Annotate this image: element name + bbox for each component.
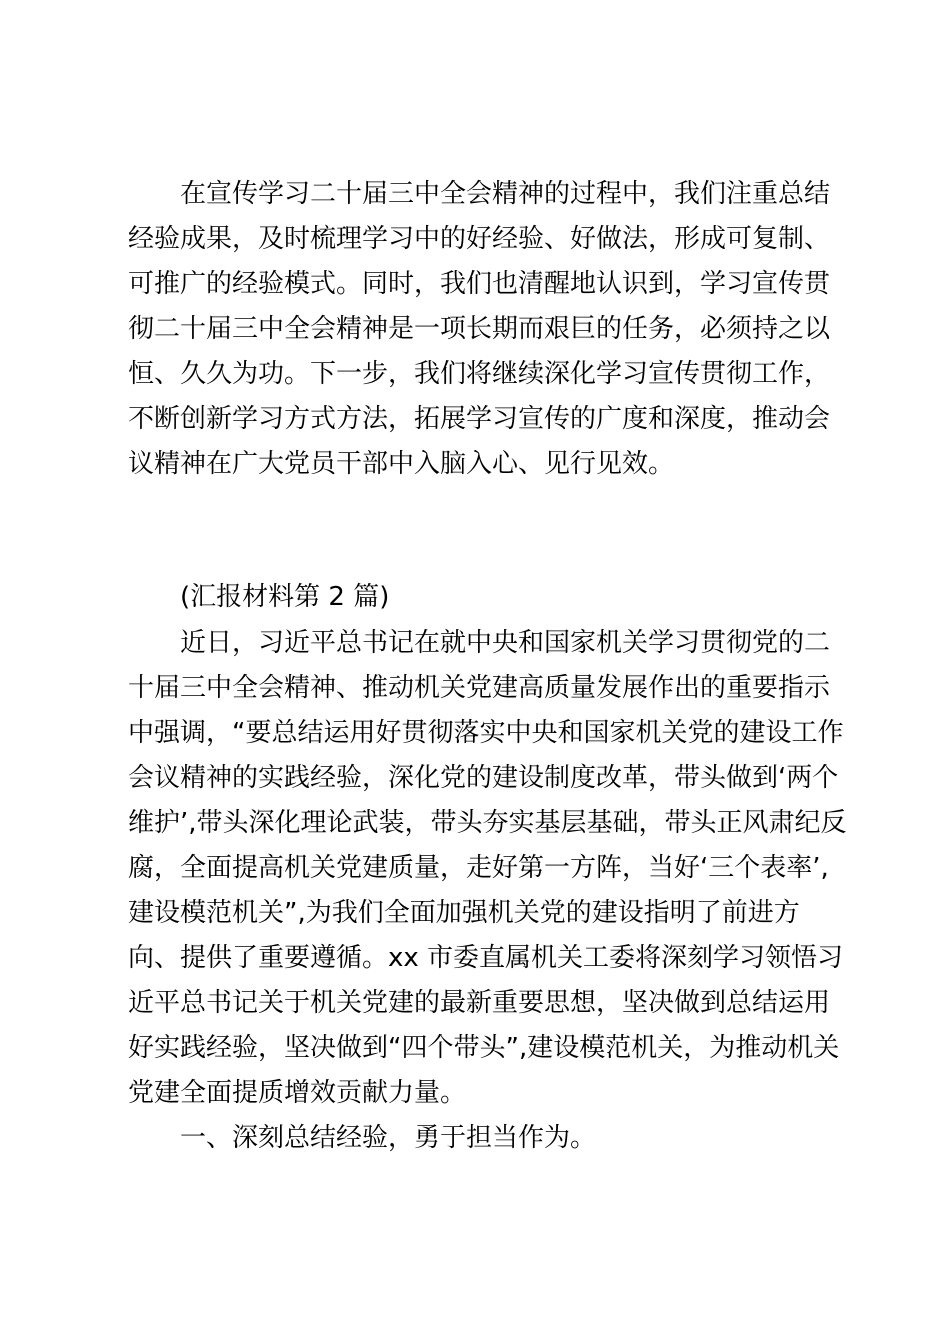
section-heading: (汇报材料第 2 篇)	[180, 582, 390, 612]
paragraph-line: 党建全面提质增效贡献力量。	[128, 1078, 467, 1108]
paragraph-line: 议精神在广大党员干部中入脑入心、见行见效。	[128, 449, 675, 479]
subsection-heading: 一、深刻总结经验，勇于担当作为。	[180, 1123, 597, 1153]
paragraph-line: 恒、久久为功。下一步，我们将继续深化学习宣传贯彻工作，	[128, 359, 831, 389]
paragraph-line: 近平总书记关于机关党建的最新重要思想，坚决做到总结运用	[128, 988, 831, 1018]
paragraph-line: 会议精神的实践经验，深化党的建设制度改革，带头做到‘两个	[128, 763, 839, 793]
paragraph-line: 中强调，“要总结运用好贯彻落实中央和国家机关党的建设工作	[128, 718, 844, 748]
paragraph-line: 近日，习近平总书记在就中央和国家机关学习贯彻党的二	[180, 628, 831, 658]
paragraph-line: 好实践经验，坚决做到“四个带头”,建设模范机关，为推动机关	[128, 1033, 840, 1063]
paragraph-line: 不断创新学习方式方法，拓展学习宣传的广度和深度，推动会	[128, 404, 831, 434]
paragraph-line: 可推广的经验模式。同时，我们也清醒地认识到，学习宣传贯	[128, 269, 831, 299]
paragraph-line: 建设模范机关”,为我们全面加强机关党的建设指明了前进方	[128, 898, 800, 928]
paragraph-line: 经验成果，及时梳理学习中的好经验、好做法，形成可复制、	[128, 224, 831, 254]
paragraph-line: 在宣传学习二十届三中全会精神的过程中，我们注重总结	[180, 179, 831, 209]
paragraph-line: 彻二十届三中全会精神是一项长期而艰巨的任务，必须持之以	[128, 314, 831, 344]
paragraph-line: 维护’,带头深化理论武装，带头夯实基层基础，带头正风肃纪反	[128, 808, 847, 838]
paragraph-line: 向、提供了重要遵循。xx 市委直属机关工委将深刻学习领悟习	[128, 943, 844, 973]
paragraph-line: 腐，全面提高机关党建质量，走好第一方阵，当好‘三个表率’,	[128, 853, 829, 883]
paragraph-line: 十届三中全会精神、推动机关党建高质量发展作出的重要指示	[128, 673, 831, 703]
